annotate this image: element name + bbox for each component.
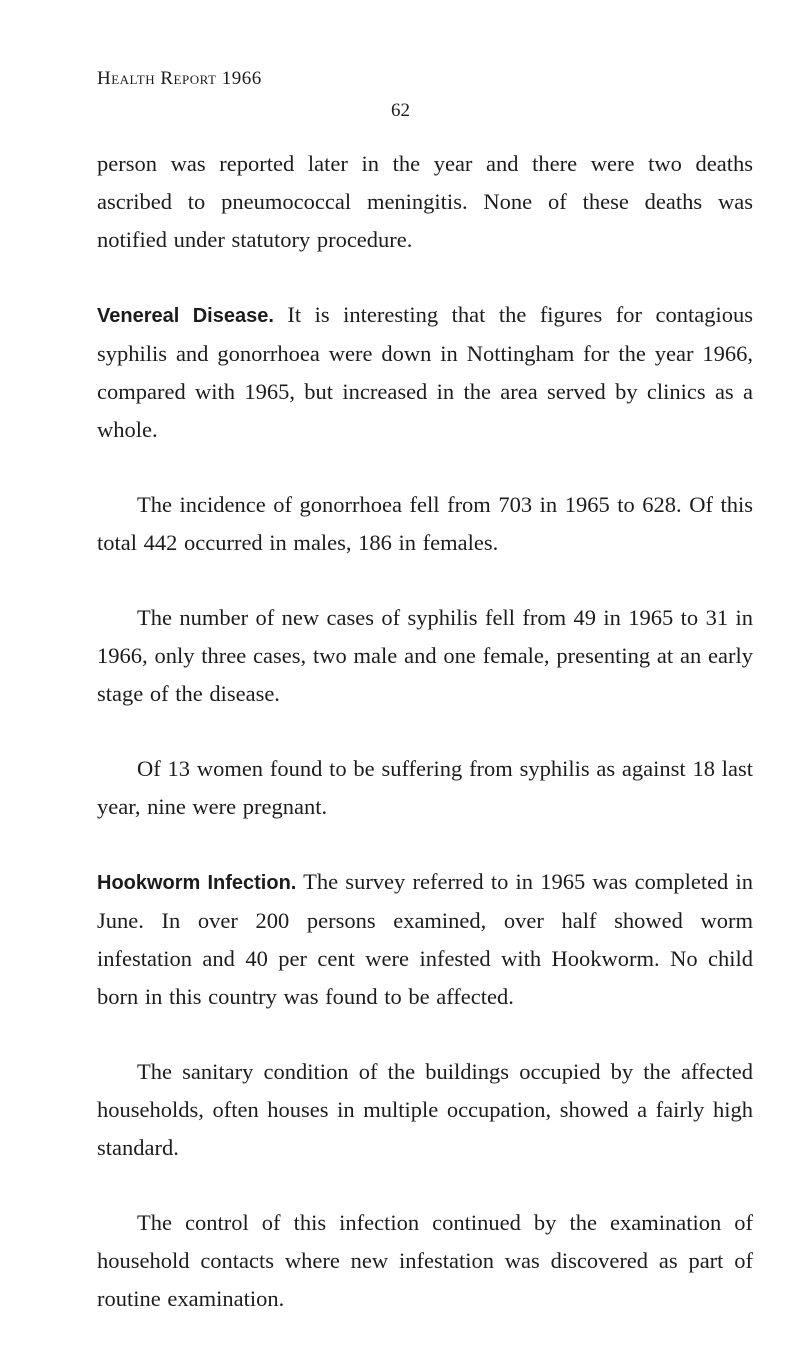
paragraph-text: It is interesting that the figures for contagious syphilis and gonorrhoea were down in Nottingham for the year 1966, compared with 1965, but increased in the area served by clinics as a whole. [97,302,754,442]
paragraph-syphilis-cases [97,599,753,713]
section-heading-hookworm-infection: Hookworm Infection. [97,872,297,894]
paragraph-text: The survey referred to in 1965 was completed in June. In over 200 persons examined, over half showed worm infestation and 40 per cent were infested with Hookworm. No child born in this country was found to be affected. [97,869,753,1009]
paragraph-text: The incidence of gonorrhoea fell from 703 in 1965 to 628. Of this total 442 occurred in males, 186 in females. [97,492,753,555]
paragraph-hookworm-infection [97,863,753,1016]
paragraph-text: The control of this infection continued by the examination of household contacts where new infestation was discovered as part of routine examination. [97,1210,753,1311]
paragraph-text: The number of new cases of syphilis fell from 49 in 1965 to 31 in 1966, only three cases, two male and one female, presenting at an early stage of the disease. [97,605,753,706]
running-head: Health Report 1966 [97,68,262,89]
paragraph-text: The sanitary condition of the buildings occupied by the affected households, often houses in multiple occupation, showed a fairly high standard. [97,1059,753,1160]
body-text [97,145,753,1355]
paragraph-gonorrhoea [97,486,753,562]
paragraph-sanitary-condition [97,1053,753,1167]
paragraph-continuation [97,145,753,259]
page-number: 62 [391,100,410,121]
paragraph-text: Of 13 women found to be suffering from syphilis as against 18 last year, nine were pregnant. [97,756,753,819]
paragraph-syphilis-women [97,750,753,826]
paragraph-text: person was reported later in the year and there were two deaths ascribed to pneumococcal meningitis. None of these deaths was notified under statutory procedure. [97,151,753,252]
paragraph-venereal-disease [97,296,753,449]
paragraph-infection-control [97,1204,753,1318]
section-heading-venereal-disease: Venereal Disease. [97,305,274,327]
